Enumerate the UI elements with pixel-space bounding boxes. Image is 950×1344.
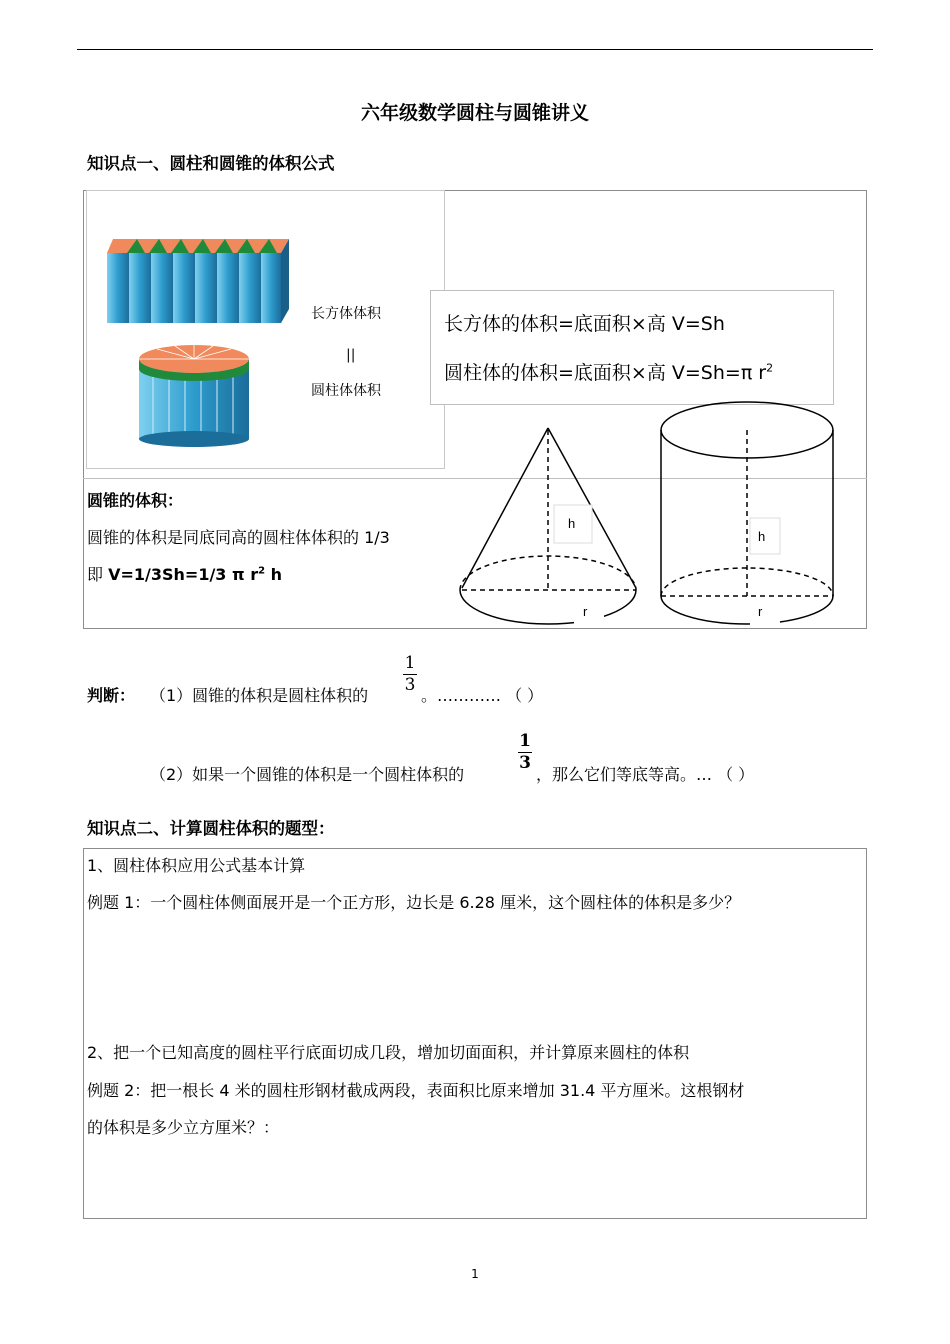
cone-r-label: r bbox=[583, 604, 588, 619]
formula-cylinder bbox=[444, 358, 773, 385]
cylinder-shape bbox=[139, 345, 249, 447]
cone-line2-prefix: 即 bbox=[87, 565, 109, 584]
problem-item1: 1、圆柱体积应用公式基本计算 bbox=[87, 856, 306, 875]
cyl-r-label-box bbox=[750, 600, 780, 626]
example1: 例题 1：一个圆柱体侧面展开是一个正方形，边长是 6.28 厘米，这个圆柱体的体积是多少？ bbox=[87, 893, 741, 912]
cylinder-base-back bbox=[661, 568, 833, 596]
example2-line1: 例题 2：把一根长 4 米的圆柱形钢材截成两段，表面积比原来增加 31.4 平方厘米。这根钢材 bbox=[87, 1081, 745, 1100]
frac-den: 3 bbox=[519, 753, 531, 773]
formula-cuboid: 长方体的体积=底面积×高 V=Sh bbox=[444, 313, 725, 335]
cuboid-cylinder-illustration bbox=[87, 191, 446, 470]
cylinder-base-front bbox=[661, 596, 833, 624]
cone-left-edge bbox=[462, 428, 548, 588]
frac-den: 3 bbox=[404, 675, 416, 695]
formula-cylinder-text: 圆柱体的体积=底面积×高 V=Sh=π r bbox=[444, 362, 767, 384]
frac-num: 1 bbox=[519, 731, 531, 751]
cone-h-label: h bbox=[568, 516, 576, 531]
cone-heading: 圆锥的体积： bbox=[87, 491, 184, 510]
section1-heading: 知识点一、圆柱和圆锥的体积公式 bbox=[87, 154, 335, 173]
label-cylinder-volume: 圆柱体体积 bbox=[311, 383, 381, 399]
problem-item2: 2、把一个已知高度的圆柱平行底面切成几段，增加切面面积，并计算原来圆柱的体积 bbox=[87, 1043, 690, 1062]
judge-q1-fraction bbox=[403, 655, 417, 694]
cone-formula-suffix: h bbox=[265, 565, 283, 584]
cyl-r-label: r bbox=[758, 604, 763, 619]
header-rule bbox=[77, 49, 873, 50]
cone-line2 bbox=[87, 562, 282, 585]
judge-label: 判断： bbox=[87, 686, 136, 705]
label-cuboid-volume: 长方体体积 bbox=[311, 306, 381, 322]
example2-line2: 的体积是多少立方厘米？： bbox=[87, 1118, 280, 1137]
judge-q2-fraction bbox=[518, 733, 532, 772]
cone-formula-exponent: 2 bbox=[258, 565, 266, 577]
judge-q1: （1）圆锥的体积是圆柱体积的 bbox=[150, 686, 369, 705]
formula-cylinder-exponent: 2 bbox=[766, 361, 774, 375]
page-number: 1 bbox=[471, 1267, 479, 1281]
frac-num: 1 bbox=[404, 653, 416, 673]
equal-sign: || bbox=[346, 347, 356, 363]
cone-r-label-box bbox=[574, 600, 604, 628]
page-title: 六年级数学圆柱与圆锥讲义 bbox=[360, 102, 589, 124]
cone-base-front bbox=[460, 590, 636, 624]
section2-heading: 知识点二、计算圆柱体积的题型： bbox=[87, 819, 335, 838]
cone-formula: V=1/3Sh=1/3 π r bbox=[108, 565, 259, 584]
formula-box bbox=[430, 290, 834, 405]
cone-cylinder-diagram bbox=[450, 400, 850, 630]
cyl-h-label: h bbox=[758, 529, 766, 544]
judge-q2-tail: ，那么它们等底等高。… （ ） bbox=[536, 765, 755, 784]
judge-q2: （2）如果一个圆锥的体积是一个圆柱体积的 bbox=[150, 765, 465, 784]
cone-line1: 圆锥的体积是同底同高的圆柱体体积的 1/3 bbox=[87, 528, 390, 547]
judge-q1-tail: 。………… （ ） bbox=[421, 686, 544, 705]
volume-figure bbox=[86, 190, 445, 469]
